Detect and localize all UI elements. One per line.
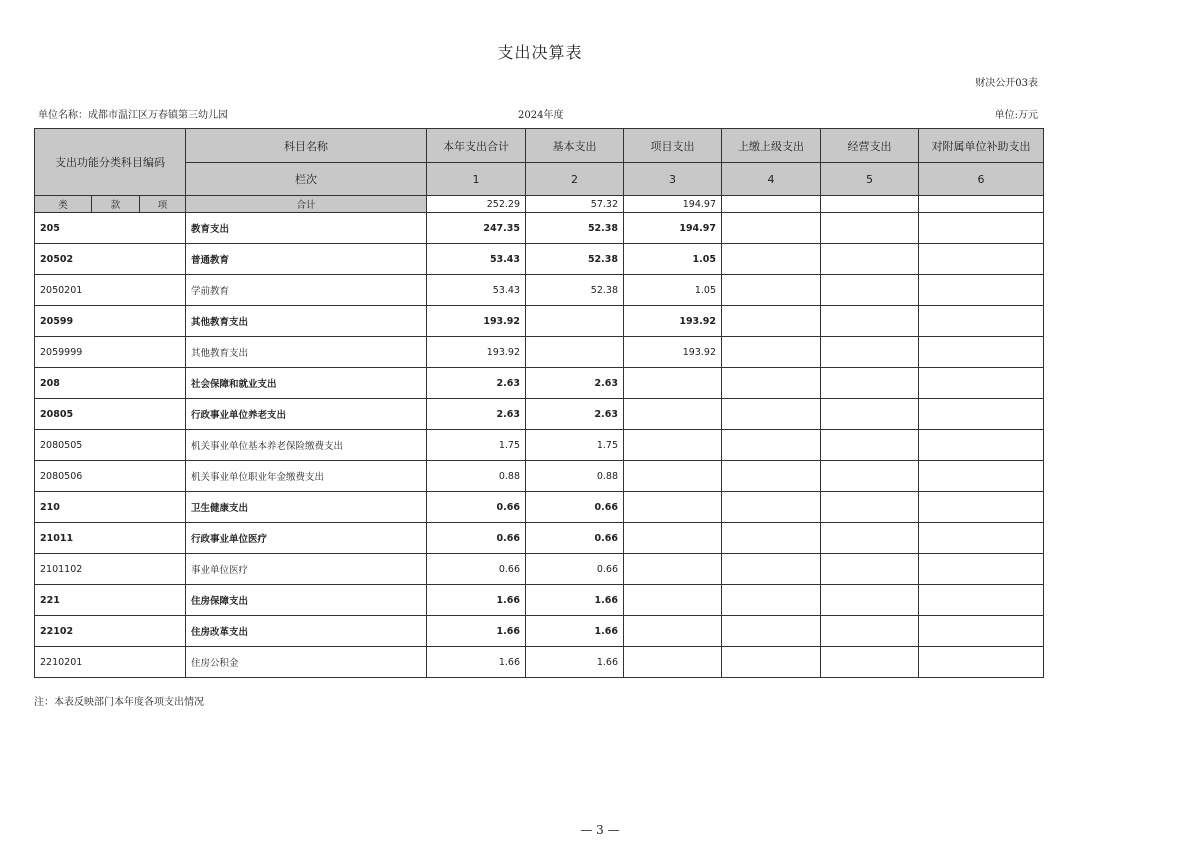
table-row: [35, 616, 1044, 647]
value-cell: [919, 368, 1044, 399]
subject-code: 2080506: [35, 461, 186, 492]
subject-code: 21011: [35, 523, 186, 554]
value-cell: 0.66: [427, 554, 526, 585]
value-cell: 0.88: [427, 461, 526, 492]
value-cell: [821, 213, 919, 244]
subject-code: 2050201: [35, 275, 186, 306]
table-row: [35, 399, 1044, 430]
total-cell: 57.32: [526, 196, 624, 213]
subject-name: 学前教育: [186, 275, 427, 306]
value-cell: [624, 461, 722, 492]
value-cell: [919, 554, 1044, 585]
col-header: 项目支出: [624, 129, 722, 163]
value-cell: [624, 554, 722, 585]
value-cell: 0.88: [526, 461, 624, 492]
xiang-header: 项: [140, 196, 186, 213]
value-cell: [919, 616, 1044, 647]
subject-code: 20502: [35, 244, 186, 275]
table-row: [35, 430, 1044, 461]
value-cell: 1.66: [427, 616, 526, 647]
value-cell: [919, 306, 1044, 337]
lei-header: 类: [35, 196, 92, 213]
value-cell: 1.66: [427, 647, 526, 678]
subject-code: 208: [35, 368, 186, 399]
row-no-header: 栏次: [186, 163, 427, 196]
total-label: 合计: [186, 196, 427, 213]
report-year: 2024年度: [518, 110, 564, 121]
subject-code: 221: [35, 585, 186, 616]
value-cell: [821, 399, 919, 430]
value-cell: [821, 523, 919, 554]
value-cell: [821, 461, 919, 492]
table-row: [35, 647, 1044, 678]
table-row: [35, 554, 1044, 585]
table-row: [35, 585, 1044, 616]
subject-name-header: 科目名称: [186, 129, 427, 163]
subject-code: 2101102: [35, 554, 186, 585]
unit-name: 单位名称：成都市温江区万春镇第三幼儿园: [38, 110, 228, 121]
value-cell: 1.66: [526, 616, 624, 647]
value-cell: 1.75: [427, 430, 526, 461]
value-cell: [821, 585, 919, 616]
value-cell: 0.66: [526, 523, 624, 554]
value-cell: [722, 275, 821, 306]
page-number: — 3 —: [580, 823, 620, 837]
value-cell: 193.92: [624, 337, 722, 368]
value-cell: 1.66: [526, 585, 624, 616]
subject-name: 机关事业单位基本养老保险缴费支出: [186, 430, 427, 461]
col-header: 对附属单位补助支出: [919, 129, 1044, 163]
value-cell: [919, 399, 1044, 430]
table-row: [35, 523, 1044, 554]
subject-code: 22102: [35, 616, 186, 647]
value-cell: [722, 399, 821, 430]
value-cell: [722, 337, 821, 368]
value-cell: [821, 430, 919, 461]
table-row: [35, 368, 1044, 399]
value-cell: [919, 213, 1044, 244]
col-number: 6: [919, 163, 1044, 196]
value-cell: 1.66: [526, 647, 624, 678]
value-cell: [624, 523, 722, 554]
value-cell: 194.97: [624, 213, 722, 244]
value-cell: 2.63: [427, 399, 526, 430]
col-number: 4: [722, 163, 821, 196]
value-cell: [722, 461, 821, 492]
col-header: 上缴上级支出: [722, 129, 821, 163]
value-cell: 1.66: [427, 585, 526, 616]
currency-unit: 单位:万元: [994, 110, 1038, 121]
value-cell: 0.66: [427, 523, 526, 554]
table-header: [35, 129, 1044, 196]
table-row: [35, 337, 1044, 368]
func-code-header: 支出功能分类科目编码: [35, 129, 186, 196]
value-cell: [821, 275, 919, 306]
value-cell: [821, 554, 919, 585]
value-cell: 247.35: [427, 213, 526, 244]
subject-name: 行政事业单位养老支出: [186, 399, 427, 430]
value-cell: 193.92: [624, 306, 722, 337]
table-row: [35, 275, 1044, 306]
value-cell: [624, 585, 722, 616]
value-cell: 52.38: [526, 275, 624, 306]
value-cell: [722, 430, 821, 461]
value-cell: [722, 368, 821, 399]
value-cell: 2.63: [526, 399, 624, 430]
subject-name: 普通教育: [186, 244, 427, 275]
value-cell: [919, 647, 1044, 678]
subject-code: 2080505: [35, 430, 186, 461]
total-cell: 252.29: [427, 196, 526, 213]
value-cell: [821, 368, 919, 399]
subject-code: 20805: [35, 399, 186, 430]
value-cell: 52.38: [526, 244, 624, 275]
value-cell: 0.66: [526, 492, 624, 523]
col-number: 3: [624, 163, 722, 196]
value-cell: [919, 523, 1044, 554]
table-row: [35, 213, 1044, 244]
value-cell: 0.66: [427, 492, 526, 523]
value-cell: [722, 554, 821, 585]
col-number: 1: [427, 163, 526, 196]
subject-name: 住房保障支出: [186, 585, 427, 616]
value-cell: [821, 616, 919, 647]
value-cell: [722, 244, 821, 275]
col-number: 2: [526, 163, 624, 196]
value-cell: 53.43: [427, 275, 526, 306]
value-cell: [624, 492, 722, 523]
value-cell: [722, 523, 821, 554]
value-cell: [722, 616, 821, 647]
subject-code: 2059999: [35, 337, 186, 368]
subject-code: 20599: [35, 306, 186, 337]
value-cell: [919, 337, 1044, 368]
table-row: [35, 492, 1044, 523]
value-cell: [919, 430, 1044, 461]
value-cell: [624, 647, 722, 678]
table-note: 注：本表反映部门本年度各项支出情况: [34, 697, 204, 708]
value-cell: [821, 492, 919, 523]
subject-name: 卫生健康支出: [186, 492, 427, 523]
value-cell: [919, 275, 1044, 306]
subject-name: 教育支出: [186, 213, 427, 244]
table-row: [35, 244, 1044, 275]
total-row: [35, 196, 1044, 213]
table-row: [35, 306, 1044, 337]
value-cell: 1.75: [526, 430, 624, 461]
value-cell: [722, 585, 821, 616]
subject-name: 行政事业单位医疗: [186, 523, 427, 554]
value-cell: [624, 368, 722, 399]
subject-name: 社会保障和就业支出: [186, 368, 427, 399]
value-cell: 1.05: [624, 244, 722, 275]
value-cell: [624, 616, 722, 647]
value-cell: [821, 337, 919, 368]
subject-name: 事业单位医疗: [186, 554, 427, 585]
col-header: 基本支出: [526, 129, 624, 163]
value-cell: [624, 399, 722, 430]
value-cell: 52.38: [526, 213, 624, 244]
subject-code: 205: [35, 213, 186, 244]
table-row: [35, 461, 1044, 492]
value-cell: [624, 430, 722, 461]
value-cell: 2.63: [427, 368, 526, 399]
value-cell: 2.63: [526, 368, 624, 399]
value-cell: 53.43: [427, 244, 526, 275]
col-header: 本年支出合计: [427, 129, 526, 163]
subject-name: 住房改革支出: [186, 616, 427, 647]
value-cell: [722, 492, 821, 523]
value-cell: 193.92: [427, 337, 526, 368]
total-cell: [821, 196, 919, 213]
value-cell: [821, 647, 919, 678]
col-number: 5: [821, 163, 919, 196]
total-cell: 194.97: [624, 196, 722, 213]
subject-name: 住房公积金: [186, 647, 427, 678]
table-body: [35, 196, 1044, 678]
form-code: 财决公开03表: [975, 78, 1038, 89]
kuan-header: 款: [92, 196, 140, 213]
subject-name: 机关事业单位职业年金缴费支出: [186, 461, 427, 492]
value-cell: [919, 244, 1044, 275]
value-cell: [821, 244, 919, 275]
value-cell: [821, 306, 919, 337]
value-cell: [722, 306, 821, 337]
expenditure-table: [34, 128, 1044, 678]
value-cell: [722, 213, 821, 244]
value-cell: [526, 306, 624, 337]
value-cell: 193.92: [427, 306, 526, 337]
value-cell: [919, 585, 1044, 616]
value-cell: [919, 492, 1044, 523]
value-cell: 0.66: [526, 554, 624, 585]
value-cell: [919, 461, 1044, 492]
value-cell: [526, 337, 624, 368]
col-header: 经营支出: [821, 129, 919, 163]
subject-code: 2210201: [35, 647, 186, 678]
value-cell: 1.05: [624, 275, 722, 306]
total-cell: [919, 196, 1044, 213]
subject-name: 其他教育支出: [186, 306, 427, 337]
subject-name: 其他教育支出: [186, 337, 427, 368]
subject-code: 210: [35, 492, 186, 523]
value-cell: [722, 647, 821, 678]
total-cell: [722, 196, 821, 213]
page-title: 支出决算表: [497, 43, 583, 62]
